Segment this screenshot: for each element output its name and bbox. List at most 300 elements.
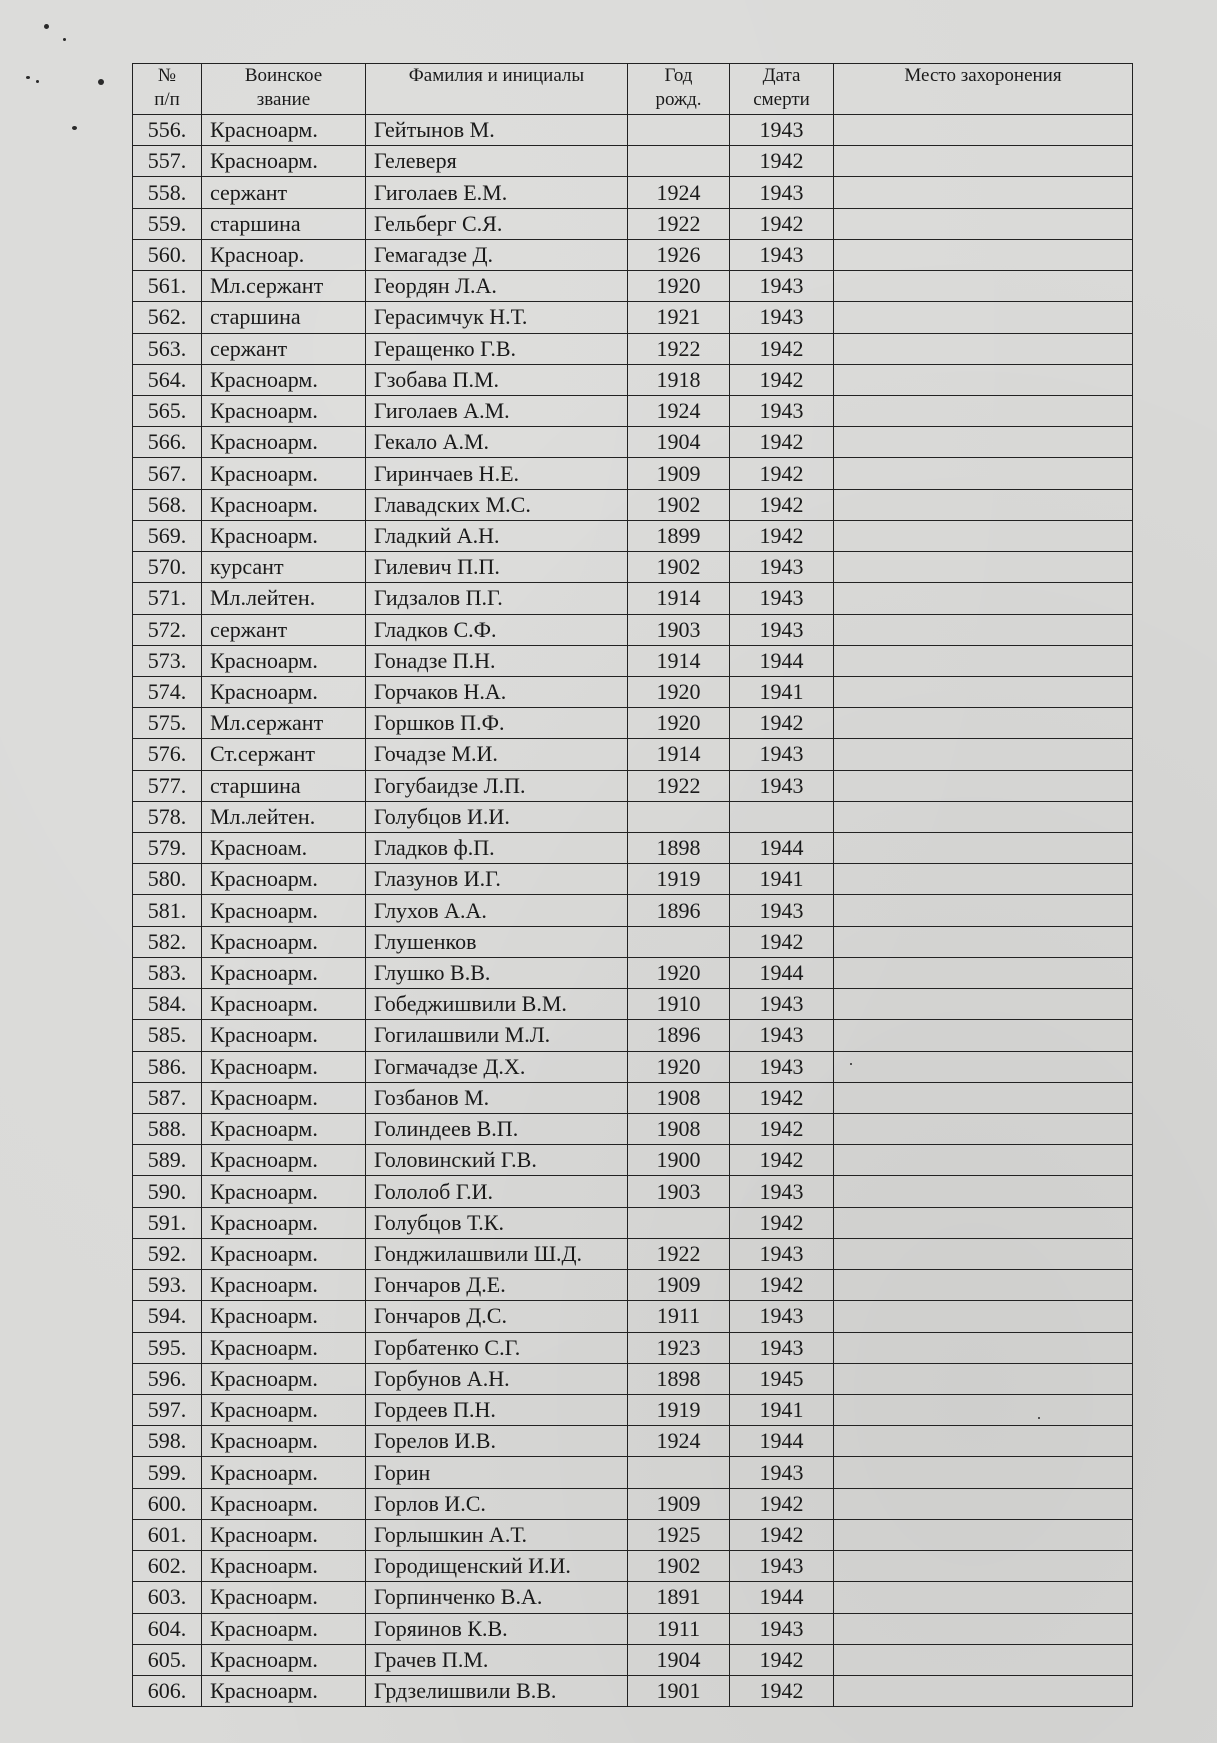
table-row: [133, 1207, 1133, 1238]
cell-rank: Красноарм.: [202, 1082, 366, 1113]
cell-birth-year: 1903: [628, 1176, 730, 1207]
cell-burial-place: [834, 1145, 1133, 1176]
cell-birth-year: 1909: [628, 458, 730, 489]
cell-burial-place: [834, 1363, 1133, 1394]
cell-number: 572.: [133, 614, 202, 645]
cell-death-date: 1944: [730, 957, 834, 988]
table-row: [133, 676, 1133, 707]
header-death-date: Дата смерти: [730, 64, 834, 115]
cell-death-date: 1942: [730, 333, 834, 364]
cell-death-date: [730, 801, 834, 832]
cell-birth-year: 1920: [628, 957, 730, 988]
cell-death-date: 1942: [730, 458, 834, 489]
cell-name: Гогубаидзе Л.П.: [366, 770, 628, 801]
cell-birth-year: [628, 801, 730, 832]
cell-death-date: 1943: [730, 895, 834, 926]
cell-number: 597.: [133, 1394, 202, 1425]
cell-number: 569.: [133, 520, 202, 551]
cell-name: Голиндеев В.П.: [366, 1114, 628, 1145]
cell-name: Гиголаев Е.М.: [366, 177, 628, 208]
cell-number: 571.: [133, 583, 202, 614]
cell-burial-place: [834, 1332, 1133, 1363]
cell-number: 602.: [133, 1551, 202, 1582]
cell-death-date: 1942: [730, 427, 834, 458]
cell-rank: Красноарм.: [202, 1207, 366, 1238]
cell-birth-year: 1921: [628, 302, 730, 333]
cell-rank: Красноарм.: [202, 427, 366, 458]
scan-speck: [44, 24, 49, 29]
cell-name: Голубцов Т.К.: [366, 1207, 628, 1238]
cell-name: Гиголаев А.М.: [366, 395, 628, 426]
table-row: [133, 489, 1133, 520]
cell-rank: Красноарм.: [202, 645, 366, 676]
cell-death-date: 1943: [730, 739, 834, 770]
cell-birth-year: 1902: [628, 489, 730, 520]
cell-burial-place: [834, 1488, 1133, 1519]
cell-name: Геордян Л.А.: [366, 271, 628, 302]
cell-name: Голубцов И.И.: [366, 801, 628, 832]
table-row: [133, 1613, 1133, 1644]
cell-name: Горяинов К.В.: [366, 1613, 628, 1644]
table-row: [133, 239, 1133, 270]
table-row: [133, 1426, 1133, 1457]
header-burial-place: Место захоронения: [834, 64, 1133, 115]
table-row: [133, 177, 1133, 208]
cell-rank: Красноарм.: [202, 1582, 366, 1613]
cell-death-date: 1943: [730, 770, 834, 801]
cell-birth-year: 1911: [628, 1301, 730, 1332]
cell-number: 559.: [133, 208, 202, 239]
cell-birth-year: 1898: [628, 1363, 730, 1394]
cell-death-date: 1941: [730, 864, 834, 895]
table-row: [133, 146, 1133, 177]
cell-burial-place: [834, 489, 1133, 520]
cell-birth-year: 1922: [628, 208, 730, 239]
cell-burial-place: [834, 208, 1133, 239]
cell-rank: Красноарм.: [202, 1551, 366, 1582]
cell-death-date: 1942: [730, 1145, 834, 1176]
cell-birth-year: 1910: [628, 989, 730, 1020]
cell-death-date: 1943: [730, 115, 834, 146]
cell-number: 576.: [133, 739, 202, 770]
cell-name: Гекало А.М.: [366, 427, 628, 458]
cell-burial-place: [834, 1238, 1133, 1269]
cell-rank: Красноарм.: [202, 1644, 366, 1675]
cell-birth-year: 1922: [628, 1238, 730, 1269]
cell-number: 593.: [133, 1270, 202, 1301]
cell-rank: старшина: [202, 302, 366, 333]
cell-burial-place: [834, 1394, 1133, 1425]
cell-name: Горелов И.В.: [366, 1426, 628, 1457]
cell-number: 592.: [133, 1238, 202, 1269]
cell-burial-place: [834, 895, 1133, 926]
cell-number: 596.: [133, 1363, 202, 1394]
cell-burial-place: [834, 115, 1133, 146]
cell-death-date: 1945: [730, 1363, 834, 1394]
cell-death-date: 1941: [730, 676, 834, 707]
table-row: [133, 427, 1133, 458]
table-row: [133, 458, 1133, 489]
cell-birth-year: 1903: [628, 614, 730, 645]
header-number: № п/п: [133, 64, 202, 115]
cell-rank: Красноарм.: [202, 1301, 366, 1332]
cell-rank: Ст.сержант: [202, 739, 366, 770]
cell-rank: курсант: [202, 552, 366, 583]
cell-death-date: 1942: [730, 146, 834, 177]
cell-death-date: 1942: [730, 1488, 834, 1519]
cell-death-date: 1942: [730, 1644, 834, 1675]
cell-name: Горшков П.Ф.: [366, 708, 628, 739]
cell-number: 563.: [133, 333, 202, 364]
cell-number: 570.: [133, 552, 202, 583]
cell-death-date: 1943: [730, 1238, 834, 1269]
cell-name: Гилевич П.П.: [366, 552, 628, 583]
cell-number: 580.: [133, 864, 202, 895]
table-row: [133, 645, 1133, 676]
header-rank: Воинское звание: [202, 64, 366, 115]
cell-death-date: 1943: [730, 239, 834, 270]
cell-death-date: 1943: [730, 395, 834, 426]
cell-birth-year: 1899: [628, 520, 730, 551]
cell-burial-place: [834, 801, 1133, 832]
cell-name: Геращенко Г.В.: [366, 333, 628, 364]
cell-name: Гидзалов П.Г.: [366, 583, 628, 614]
cell-death-date: 1944: [730, 645, 834, 676]
cell-name: Гладков ф.П.: [366, 833, 628, 864]
cell-burial-place: [834, 458, 1133, 489]
cell-burial-place: [834, 864, 1133, 895]
cell-death-date: 1943: [730, 177, 834, 208]
cell-number: 568.: [133, 489, 202, 520]
cell-death-date: 1941: [730, 1394, 834, 1425]
cell-name: Горлов И.С.: [366, 1488, 628, 1519]
cell-birth-year: 1919: [628, 864, 730, 895]
cell-name: Гельберг С.Я.: [366, 208, 628, 239]
cell-burial-place: [834, 1082, 1133, 1113]
cell-burial-place: [834, 1114, 1133, 1145]
table-row: [133, 614, 1133, 645]
cell-death-date: 1944: [730, 1582, 834, 1613]
cell-death-date: 1943: [730, 271, 834, 302]
cell-name: Гелеверя: [366, 146, 628, 177]
cell-burial-place: [834, 739, 1133, 770]
cell-birth-year: 1914: [628, 583, 730, 614]
cell-number: 577.: [133, 770, 202, 801]
table-row: [133, 1145, 1133, 1176]
cell-burial-place: [834, 427, 1133, 458]
cell-number: 591.: [133, 1207, 202, 1238]
cell-birth-year: 1922: [628, 770, 730, 801]
cell-death-date: 1942: [730, 489, 834, 520]
cell-rank: сержант: [202, 333, 366, 364]
cell-death-date: 1942: [730, 364, 834, 395]
cell-death-date: 1942: [730, 1519, 834, 1550]
cell-rank: Красноарм.: [202, 1270, 366, 1301]
cell-rank: Красноарм.: [202, 1426, 366, 1457]
cell-number: 567.: [133, 458, 202, 489]
cell-death-date: 1943: [730, 1613, 834, 1644]
cell-burial-place: [834, 1519, 1133, 1550]
cell-number: 562.: [133, 302, 202, 333]
table-row: [133, 864, 1133, 895]
cell-number: 581.: [133, 895, 202, 926]
cell-burial-place: [834, 645, 1133, 676]
scan-speck: [63, 38, 66, 41]
cell-death-date: 1943: [730, 1551, 834, 1582]
cell-rank: Мл.лейтен.: [202, 583, 366, 614]
cell-rank: сержант: [202, 614, 366, 645]
cell-birth-year: [628, 115, 730, 146]
cell-birth-year: 1902: [628, 552, 730, 583]
cell-number: 575.: [133, 708, 202, 739]
cell-rank: Красноарм.: [202, 1457, 366, 1488]
cell-rank: Красноарм.: [202, 1394, 366, 1425]
cell-name: Городищенский И.И.: [366, 1551, 628, 1582]
table-row: [133, 739, 1133, 770]
cell-birth-year: 1908: [628, 1082, 730, 1113]
table-row: [133, 1301, 1133, 1332]
cell-rank: Красноарм.: [202, 676, 366, 707]
cell-number: 606.: [133, 1675, 202, 1706]
table-row: [133, 1551, 1133, 1582]
cell-birth-year: 1911: [628, 1613, 730, 1644]
cell-name: Горин: [366, 1457, 628, 1488]
cell-rank: Мл.сержант: [202, 271, 366, 302]
cell-burial-place: [834, 676, 1133, 707]
cell-number: 599.: [133, 1457, 202, 1488]
table-row: [133, 208, 1133, 239]
cell-burial-place: [834, 1020, 1133, 1051]
cell-burial-place: [834, 583, 1133, 614]
cell-name: Горпинченко В.А.: [366, 1582, 628, 1613]
cell-death-date: 1943: [730, 1332, 834, 1363]
cell-number: 586.: [133, 1051, 202, 1082]
cell-burial-place: [834, 395, 1133, 426]
cell-burial-place: [834, 552, 1133, 583]
table-row: [133, 957, 1133, 988]
cell-number: 566.: [133, 427, 202, 458]
cell-burial-place: [834, 1675, 1133, 1706]
cell-number: 583.: [133, 957, 202, 988]
cell-name: Гончаров Д.Е.: [366, 1270, 628, 1301]
cell-death-date: 1943: [730, 1457, 834, 1488]
cell-number: 584.: [133, 989, 202, 1020]
table-row: [133, 1270, 1133, 1301]
cell-name: Гобеджишвили В.М.: [366, 989, 628, 1020]
cell-name: Глазунов И.Г.: [366, 864, 628, 895]
table-body: [133, 115, 1133, 1707]
cell-rank: Красноар.: [202, 239, 366, 270]
cell-birth-year: 1924: [628, 177, 730, 208]
cell-birth-year: 1908: [628, 1114, 730, 1145]
cell-rank: Мл.сержант: [202, 708, 366, 739]
cell-burial-place: [834, 271, 1133, 302]
table-row: [133, 770, 1133, 801]
cell-number: 589.: [133, 1145, 202, 1176]
cell-number: 585.: [133, 1020, 202, 1051]
table-row: [133, 833, 1133, 864]
table-row: [133, 1394, 1133, 1425]
cell-birth-year: 1904: [628, 1644, 730, 1675]
cell-birth-year: 1924: [628, 1426, 730, 1457]
cell-death-date: 1942: [730, 1114, 834, 1145]
cell-death-date: 1944: [730, 1426, 834, 1457]
cell-number: 601.: [133, 1519, 202, 1550]
cell-burial-place: [834, 1301, 1133, 1332]
cell-name: Гогмачадзе Д.Х.: [366, 1051, 628, 1082]
cell-death-date: 1943: [730, 583, 834, 614]
cell-death-date: 1942: [730, 208, 834, 239]
cell-name: Гонадзе П.Н.: [366, 645, 628, 676]
cell-name: Гозбанов М.: [366, 1082, 628, 1113]
table-row: [133, 520, 1133, 551]
cell-name: Грдзелишвили В.В.: [366, 1675, 628, 1706]
cell-name: Горлышкин А.Т.: [366, 1519, 628, 1550]
cell-death-date: 1942: [730, 1082, 834, 1113]
cell-number: 564.: [133, 364, 202, 395]
cell-rank: Мл.лейтен.: [202, 801, 366, 832]
cell-burial-place: [834, 146, 1133, 177]
table-row: [133, 1488, 1133, 1519]
table-row: [133, 364, 1133, 395]
cell-birth-year: [628, 1457, 730, 1488]
table-row: [133, 1020, 1133, 1051]
cell-birth-year: 1901: [628, 1675, 730, 1706]
header-name: Фамилия и инициалы: [366, 64, 628, 115]
table-row: [133, 708, 1133, 739]
table-row: [133, 1644, 1133, 1675]
cell-rank: Красноарм.: [202, 1488, 366, 1519]
cell-number: 579.: [133, 833, 202, 864]
cell-rank: Красноарм.: [202, 1145, 366, 1176]
cell-rank: Красноарм.: [202, 1363, 366, 1394]
cell-birth-year: 1920: [628, 1051, 730, 1082]
cell-burial-place: [834, 1207, 1133, 1238]
cell-birth-year: 1920: [628, 271, 730, 302]
cell-birth-year: 1891: [628, 1582, 730, 1613]
cell-death-date: 1943: [730, 302, 834, 333]
cell-name: Глухов А.А.: [366, 895, 628, 926]
cell-name: Гзобава П.М.: [366, 364, 628, 395]
cell-death-date: 1942: [730, 1270, 834, 1301]
cell-name: Гейтынов М.: [366, 115, 628, 146]
cell-rank: Красноарм.: [202, 1051, 366, 1082]
cell-rank: Красноарм.: [202, 458, 366, 489]
cell-death-date: 1943: [730, 1020, 834, 1051]
table-row: [133, 1082, 1133, 1113]
cell-name: Гочадзе М.И.: [366, 739, 628, 770]
cell-number: 588.: [133, 1114, 202, 1145]
scan-speck: [72, 126, 77, 130]
table-header-row: [133, 64, 1133, 115]
cell-number: 560.: [133, 239, 202, 270]
cell-rank: Красноарм.: [202, 1176, 366, 1207]
table-row: [133, 926, 1133, 957]
cell-burial-place: [834, 364, 1133, 395]
table-row: [133, 1114, 1133, 1145]
cell-burial-place: [834, 1457, 1133, 1488]
cell-number: 594.: [133, 1301, 202, 1332]
table-row: [133, 333, 1133, 364]
cell-name: Гонджилашвили Ш.Д.: [366, 1238, 628, 1269]
cell-number: 561.: [133, 271, 202, 302]
cell-death-date: 1943: [730, 1176, 834, 1207]
cell-name: Горчаков Н.А.: [366, 676, 628, 707]
table-row: [133, 583, 1133, 614]
cell-number: 605.: [133, 1644, 202, 1675]
cell-rank: Красноарм.: [202, 364, 366, 395]
cell-name: Гордеев П.Н.: [366, 1394, 628, 1425]
cell-rank: Красноарм.: [202, 1519, 366, 1550]
cell-birth-year: 1904: [628, 427, 730, 458]
cell-burial-place: [834, 708, 1133, 739]
table-row: [133, 115, 1133, 146]
cell-burial-place: [834, 1582, 1133, 1613]
cell-rank: Красноарм.: [202, 489, 366, 520]
cell-death-date: 1942: [730, 520, 834, 551]
cell-name: Головинский Г.В.: [366, 1145, 628, 1176]
cell-burial-place: [834, 333, 1133, 364]
cell-rank: сержант: [202, 177, 366, 208]
table-row: [133, 801, 1133, 832]
cell-death-date: 1943: [730, 1301, 834, 1332]
cell-burial-place: [834, 926, 1133, 957]
cell-birth-year: [628, 926, 730, 957]
cell-birth-year: 1920: [628, 676, 730, 707]
cell-number: 578.: [133, 801, 202, 832]
scan-speck: [36, 80, 39, 83]
cell-death-date: 1943: [730, 552, 834, 583]
cell-burial-place: [834, 520, 1133, 551]
cell-number: 573.: [133, 645, 202, 676]
cell-number: 603.: [133, 1582, 202, 1613]
cell-burial-place: [834, 1051, 1133, 1082]
cell-birth-year: 1909: [628, 1488, 730, 1519]
cell-name: Гладков С.Ф.: [366, 614, 628, 645]
cell-rank: старшина: [202, 208, 366, 239]
table-row: [133, 1332, 1133, 1363]
table-row: [133, 302, 1133, 333]
cell-birth-year: 1918: [628, 364, 730, 395]
cell-rank: Красноарм.: [202, 895, 366, 926]
cell-number: 558.: [133, 177, 202, 208]
header-birth-year: Год рожд.: [628, 64, 730, 115]
cell-rank: Красноарм.: [202, 926, 366, 957]
cell-number: 604.: [133, 1613, 202, 1644]
cell-name: Глушенков: [366, 926, 628, 957]
table-row: [133, 395, 1133, 426]
table-row: [133, 271, 1133, 302]
cell-name: Гладкий А.Н.: [366, 520, 628, 551]
cell-birth-year: [628, 146, 730, 177]
cell-rank: Красноарм.: [202, 989, 366, 1020]
cell-burial-place: [834, 1551, 1133, 1582]
cell-birth-year: 1922: [628, 333, 730, 364]
cell-name: Горбатенко С.Г.: [366, 1332, 628, 1363]
cell-rank: Красноарм.: [202, 864, 366, 895]
cell-birth-year: 1914: [628, 739, 730, 770]
cell-death-date: 1942: [730, 708, 834, 739]
cell-name: Глушко В.В.: [366, 957, 628, 988]
cell-birth-year: 1900: [628, 1145, 730, 1176]
cell-name: Гогилашвили М.Л.: [366, 1020, 628, 1051]
cell-number: 600.: [133, 1488, 202, 1519]
cell-birth-year: 1924: [628, 395, 730, 426]
cell-burial-place: [834, 770, 1133, 801]
cell-death-date: 1942: [730, 1675, 834, 1706]
cell-birth-year: [628, 1207, 730, 1238]
burial-records-table: [132, 63, 1133, 1707]
